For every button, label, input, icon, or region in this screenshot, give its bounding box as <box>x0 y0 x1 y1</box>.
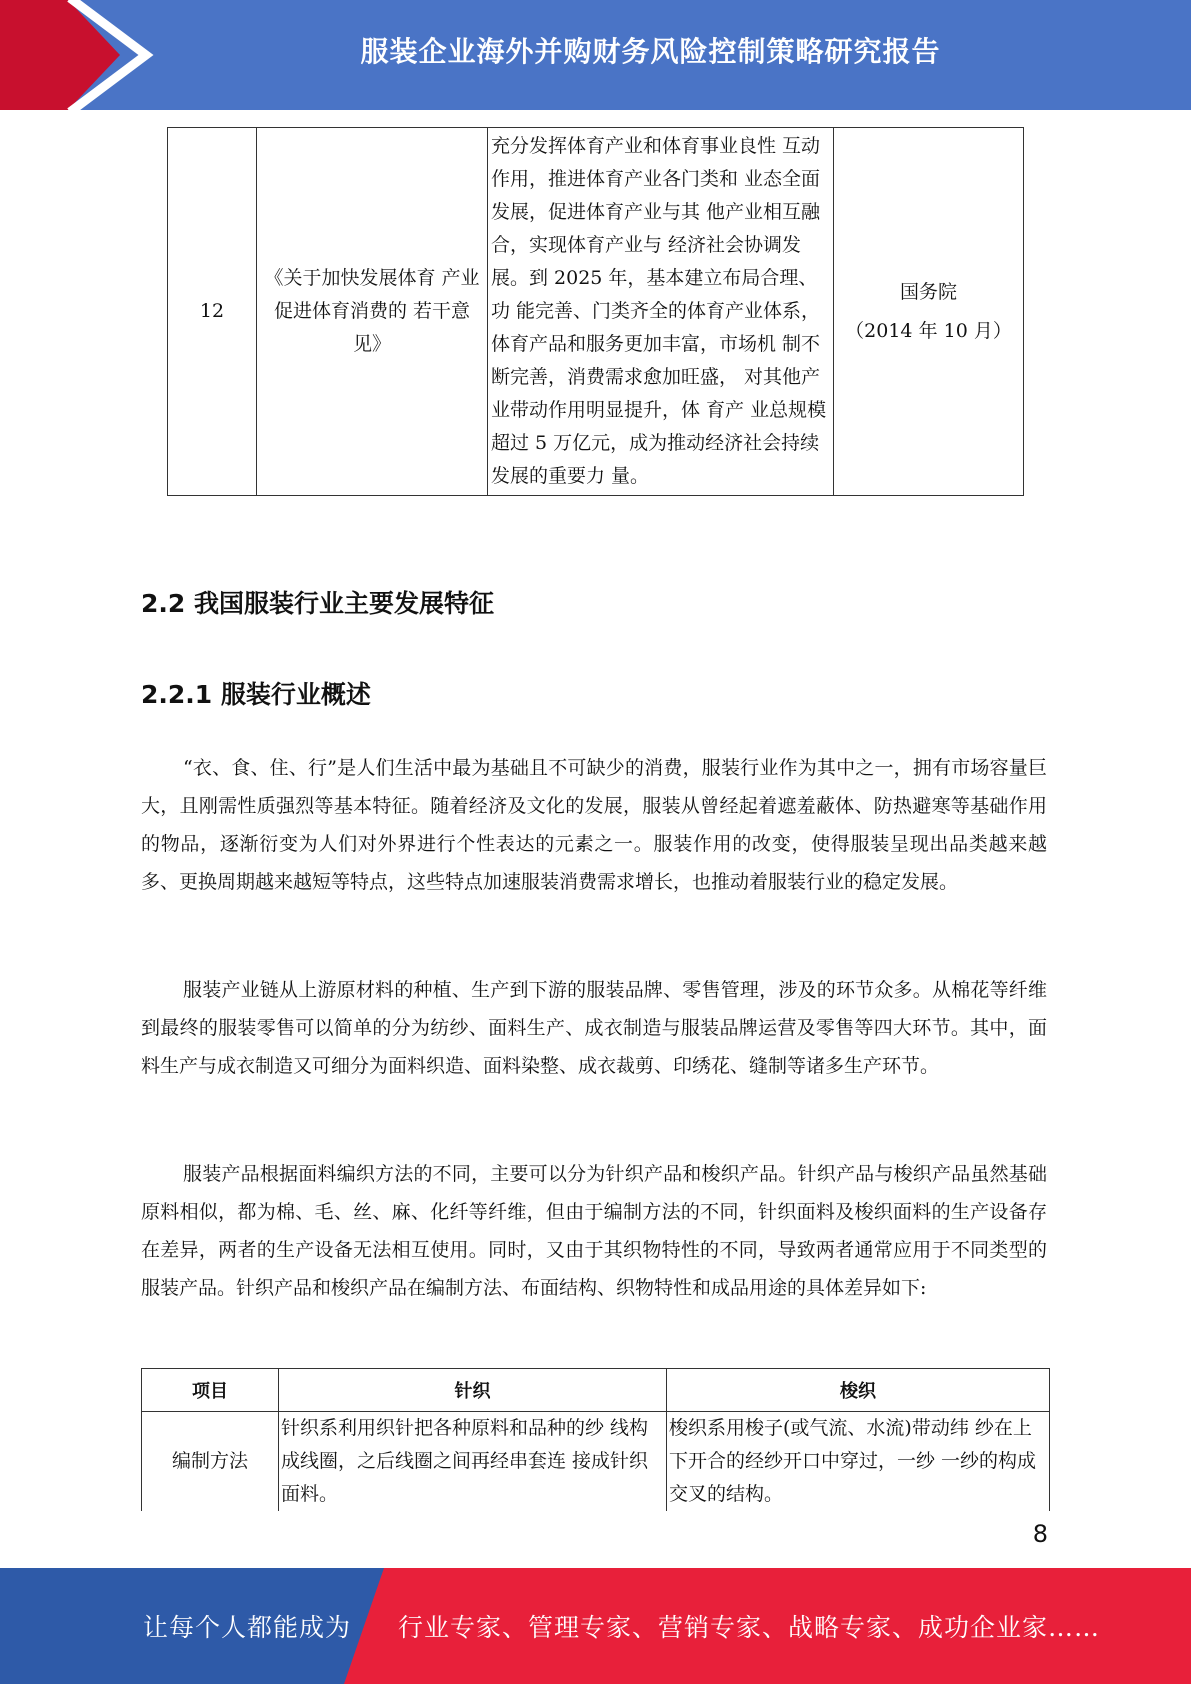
paragraph: “衣、食、住、行”是人们生活中最为基础且不可缺少的消费，服装行业作为其中之一，拥有市场容量巨大，且刚需性质强烈等基本特征。随着经济及文化的发展，服装从曾经起着遮羞蔽体、防热避寒等基础作用的物品，逐渐衍变为人们对外界进行个性表达的元素之一。服装作用的改变，使得服装呈现出品类越来越多、更换周期越来越短等特点，这些特点加速服装消费需求增长，也推动着服装行业的稳定发展。 <box>141 757 1047 893</box>
report-title: 服装企业海外并购财务风险控制策略研究报告 <box>360 35 941 68</box>
table-row <box>168 128 1024 496</box>
policy-table <box>167 127 1024 496</box>
page-number: 8 <box>1032 1520 1048 1548</box>
section-heading-2-2-1: 2.2.1 服装行业概述 <box>141 680 371 709</box>
policy-date: （2014 年 10 月） <box>845 319 1012 342</box>
knit-cell: 针织系利用织针把各种原料和品种的纱 线构成线圈，之后线圈之间再经串套连 接成针织面料。 <box>279 1412 667 1512</box>
policy-issuer: 国务院 <box>899 280 957 303</box>
section-heading-2-2: 2.2 我国服装行业主要发展特征 <box>141 589 494 618</box>
column-header-knit: 针织 <box>279 1369 667 1412</box>
page-header <box>0 0 1191 110</box>
policy-issuer-cell <box>834 128 1024 496</box>
red-arrow-icon <box>0 0 160 110</box>
policy-name: 《关于加快发展体育 产业促进体育消费的 若干意见》 <box>257 128 488 496</box>
paragraph: 服装产业链从上游原材料的种植、生产到下游的服装品牌、零售管理，涉及的环节众多。从棉花等纤维到最终的服装零售可以简单的分为纺纱、面料生产、成衣制造与服装品牌运营及零售等四大环节。其中，面料生产与成衣制造又可细分为面料织造、面料染整、成衣裁剪、印绣花、缝制等诸多生产环节。 <box>141 979 1047 1077</box>
page-footer <box>0 1568 1191 1684</box>
table-header-row <box>142 1369 1050 1412</box>
paragraph: 服装产品根据面料编织方法的不同，主要可以分为针织产品和梭织产品。针织产品与梭织产品虽然基础原料相似，都为棉、毛、丝、麻、化纤等纤维，但由于编制方法的不同，针织面料及梭织面料的生产设备存在差异，两者的生产设备无法相互使用。同时，又由于其织物特性的不同，导致两者通常应用于不同类型的服装产品。针织产品和梭织产品在编制方法、布面结构、织物特性和成品用途的具体差异如下: <box>141 1163 1047 1299</box>
policy-number: 12 <box>168 128 257 496</box>
policy-content: 充分发挥体育产业和体育事业良性 互动作用，推进体育产业各门类和 业态全面发展，促进体育产业与其 他产业相互融合，实现体育产业与 经济社会协调发展。到 2025 年，基本建立布局合理、功 能完善、门类齐全的体育产业体系， 体育产品和服务更加丰富，市场机 制不断完善，消费需求愈加旺盛， 对其他产业带动作用明显提升，体 育产 业总规模超过 5 万亿元，成为推动经济社会持续发展的重要力 量。 <box>488 128 834 496</box>
footer-slogan-right: 行业专家、管理专家、营销专家、战略专家、成功企业家…… <box>398 1613 1101 1642</box>
comparison-table <box>141 1368 1050 1511</box>
column-header-item: 项目 <box>142 1369 279 1412</box>
footer-slogan-left: 让每个人都能成为 <box>143 1613 352 1642</box>
table-row <box>142 1412 1050 1512</box>
row-item-label: 编制方法 <box>142 1412 279 1512</box>
woven-cell: 梭织系用梭子(或气流、水流)带动纬 纱在上下开合的经纱开口中穿过，一纱 一纱的构成交叉的结构。 <box>667 1412 1050 1512</box>
column-header-woven: 梭织 <box>667 1369 1050 1412</box>
